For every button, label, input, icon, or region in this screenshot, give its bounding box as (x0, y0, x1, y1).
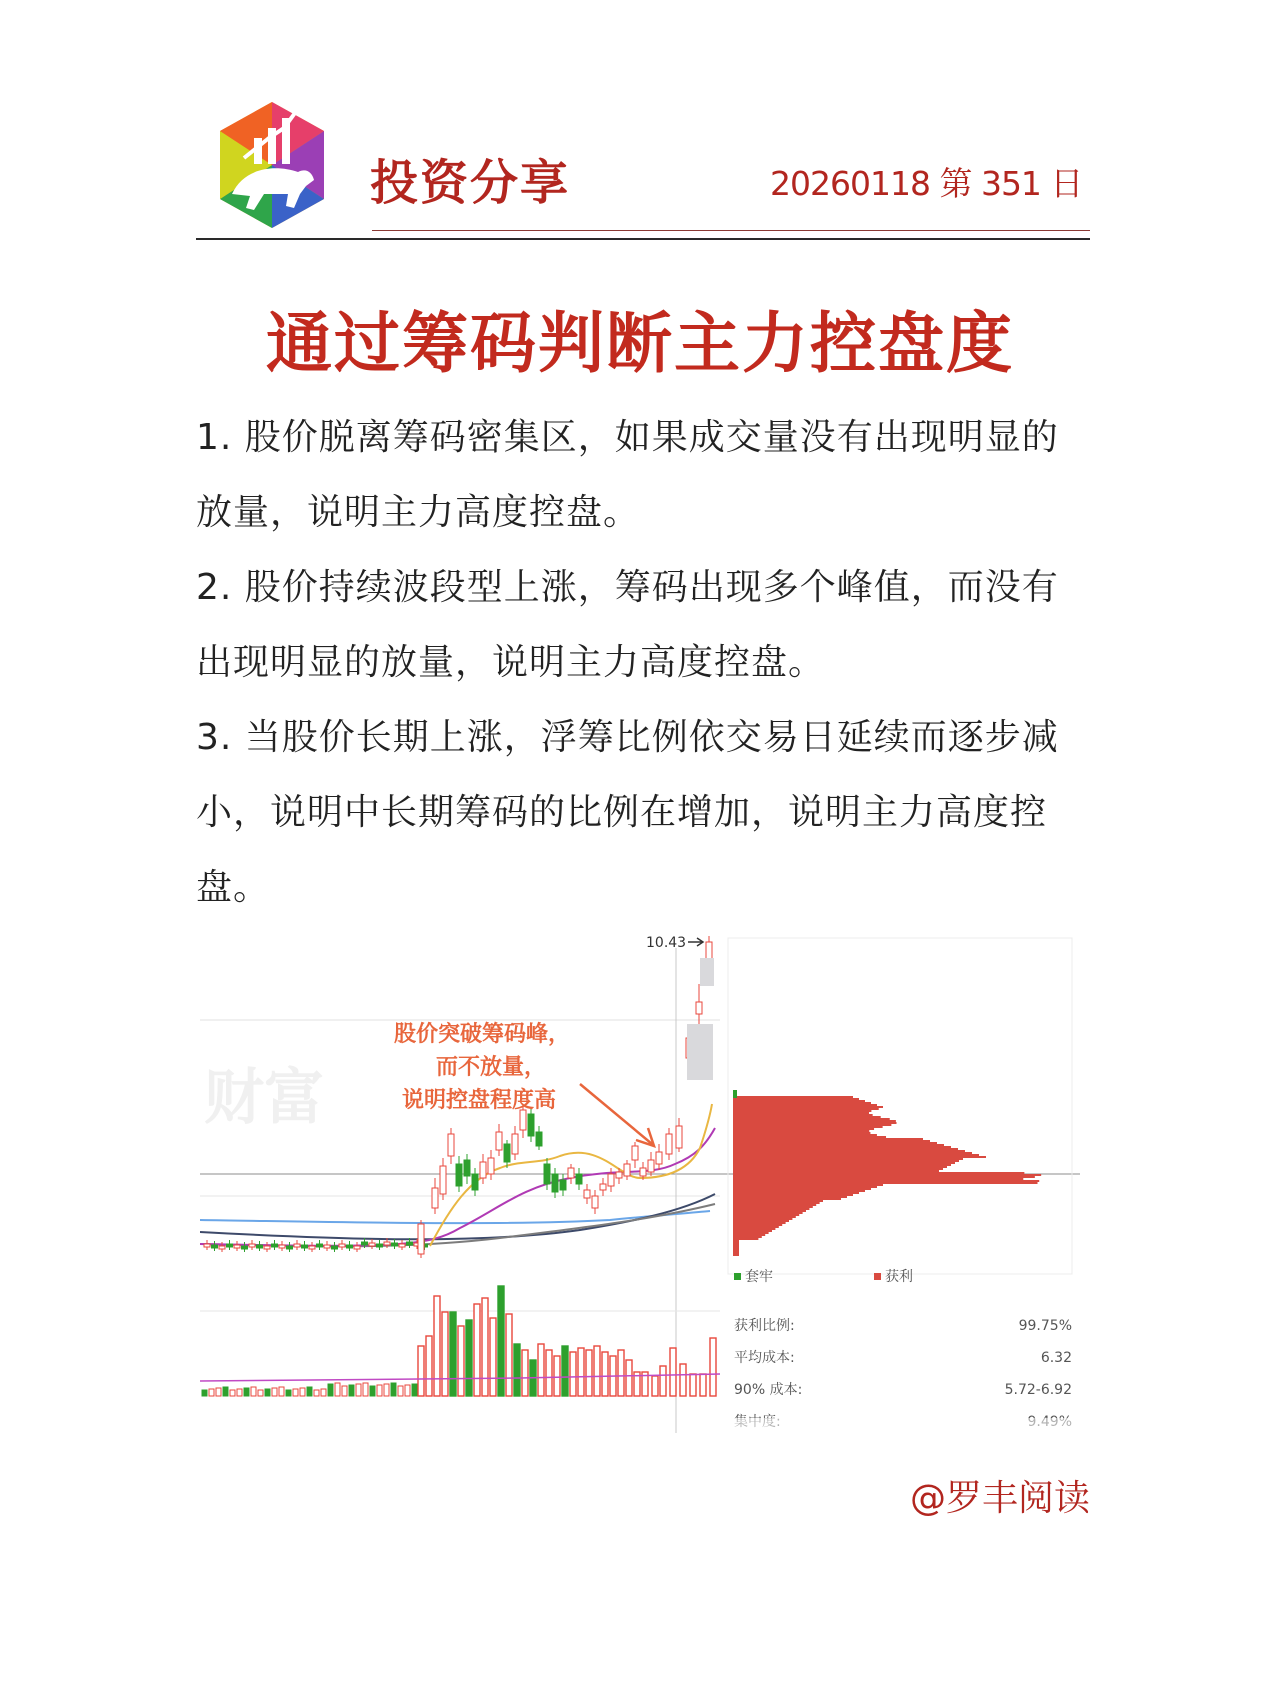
chip-bar (733, 1148, 958, 1150)
volume-bar (450, 1312, 456, 1396)
stat-label-avg-cost: 平均成本: (734, 1350, 795, 1366)
chip-bar (733, 1130, 869, 1132)
candle-body (488, 1158, 494, 1174)
chip-bar (733, 1222, 786, 1224)
volume-bar (578, 1348, 584, 1396)
chip-bar (733, 1242, 739, 1244)
chip-bar (733, 1244, 739, 1246)
volume-bar (230, 1390, 235, 1396)
candle-body (317, 1244, 323, 1247)
chip-bar (733, 1214, 799, 1216)
volume-bar (626, 1360, 632, 1396)
gap-box (687, 1024, 713, 1080)
chip-bar (733, 1142, 937, 1144)
chip-bar (733, 1160, 959, 1162)
volume-bar (490, 1318, 496, 1396)
volume-bar (251, 1387, 256, 1396)
chip-bar (733, 1230, 772, 1232)
candle-body (324, 1245, 330, 1248)
candle-body (464, 1160, 470, 1176)
chip-bar (733, 1192, 859, 1194)
candle-body (257, 1245, 263, 1248)
volume-bar (586, 1350, 592, 1396)
chip-bar (733, 1140, 930, 1142)
candle-body (369, 1243, 375, 1246)
chip-bar (733, 1180, 1039, 1182)
volume-bar (335, 1383, 340, 1396)
candle-body (600, 1184, 606, 1190)
candle-body (676, 1126, 682, 1148)
stat-label-90-cost: 90% 成本: (734, 1382, 803, 1398)
volume-bar (482, 1298, 488, 1396)
candle-body (204, 1244, 210, 1247)
volume-bar (538, 1344, 544, 1396)
candle-body (332, 1246, 338, 1249)
chip-bar (733, 1188, 871, 1190)
chip-bar (733, 1104, 877, 1106)
candle-body (576, 1174, 582, 1184)
volume-bar (244, 1388, 249, 1396)
chip-bar (733, 1156, 986, 1158)
candle-body (480, 1162, 486, 1178)
candle-body (418, 1224, 424, 1254)
price-marker-label: 10.43 (646, 935, 687, 951)
candle-body (249, 1244, 255, 1247)
candle-body (624, 1164, 630, 1176)
volume-bar (216, 1388, 221, 1396)
chip-bar (733, 1198, 841, 1200)
volume-bar (307, 1387, 312, 1396)
chip-bar (733, 1202, 820, 1204)
candle-body (552, 1174, 558, 1192)
candle-body (616, 1172, 622, 1178)
candle-body (272, 1244, 278, 1247)
stat-value-avg-cost: 6.32 (1040, 1350, 1072, 1366)
chip-bar (733, 1250, 739, 1252)
volume-bar (258, 1390, 263, 1396)
paragraph-1: 1. 股价脱离筹码密集区，如果成交量没有出现明显的放量，说明主力高度控盘。 (196, 417, 1059, 533)
legend-trapped-swatch (734, 1273, 741, 1280)
chip-distribution-chart (200, 928, 1080, 1438)
annotation-line-1: 股价突破筹码峰， (394, 1022, 571, 1047)
candle-body (440, 1166, 446, 1194)
volume-bar (594, 1346, 600, 1396)
volume-bar (384, 1384, 389, 1396)
chip-bar (733, 1106, 883, 1108)
annotation-line-2: 而不放量， (436, 1055, 547, 1080)
volume-bar (562, 1346, 568, 1396)
volume-bar (363, 1383, 368, 1396)
chip-bar (733, 1248, 739, 1250)
volume-bar (398, 1386, 403, 1396)
candle-body (347, 1245, 353, 1248)
chip-bar (733, 1246, 739, 1248)
chip-bar (733, 1232, 769, 1234)
chip-bar (733, 1170, 939, 1172)
chip-bar (733, 1158, 963, 1160)
candle-body (584, 1190, 590, 1198)
volume-bar (570, 1352, 576, 1396)
candle-body (234, 1245, 240, 1248)
chip-bar (733, 1152, 972, 1154)
chip-bar (733, 1174, 1041, 1176)
candle-body (696, 1002, 702, 1014)
candle-body (560, 1180, 566, 1190)
chip-bar (733, 1218, 792, 1220)
volume-bar (314, 1390, 319, 1396)
candle-body (302, 1245, 308, 1248)
candle-body (648, 1160, 654, 1172)
volume-bar (202, 1390, 207, 1396)
chip-bar (733, 1196, 847, 1198)
chip-bar (733, 1132, 870, 1134)
volume-bar (466, 1320, 472, 1396)
header-divider (372, 230, 1090, 231)
volume-bar (209, 1389, 214, 1396)
candle-body (279, 1245, 285, 1248)
chip-bar (733, 1118, 890, 1120)
candle-body (399, 1244, 405, 1247)
chip-bar (733, 1162, 955, 1164)
chip-bar (733, 1098, 859, 1100)
chip-bar (733, 1182, 1038, 1184)
volume-bar (680, 1364, 686, 1396)
volume-bar (265, 1389, 270, 1396)
chip-bar (733, 1108, 879, 1110)
paragraph-3: 3. 当股价长期上涨，浮筹比例依交易日延续而逐步减小，说明中长期筹码的比例在增加，说明主力高度控盘。 (196, 717, 1059, 908)
volume-bar (356, 1384, 361, 1396)
chip-bar (733, 1240, 739, 1242)
chip-bar (733, 1172, 1024, 1174)
volume-bar (514, 1344, 520, 1396)
chip-bar (733, 1226, 779, 1228)
volume-bar (418, 1346, 424, 1396)
chip-bar (733, 1190, 865, 1192)
candle-body (544, 1164, 550, 1184)
chip-bar (733, 1176, 1035, 1178)
candle-body (219, 1246, 225, 1249)
brand-name: 投资分享 (370, 155, 571, 211)
chip-bar (733, 1206, 813, 1208)
candle-body (264, 1246, 270, 1249)
volume-bar (293, 1389, 298, 1396)
candle-body (354, 1246, 360, 1249)
chip-bar (733, 1112, 869, 1114)
chip-bar (733, 1126, 883, 1128)
candle-body (472, 1174, 478, 1190)
legend-trapped-label: 套牢 (745, 1269, 773, 1285)
candle-body (656, 1152, 662, 1164)
legend-profit-swatch (874, 1273, 881, 1280)
author-credit: @罗丰阅读 (909, 1478, 1090, 1519)
candle-body (362, 1242, 368, 1245)
stat-value-profit-ratio: 99.75% (1018, 1318, 1072, 1334)
stat-value-90-cost: 5.72-6.92 (1004, 1382, 1072, 1398)
chip-bar (733, 1210, 806, 1212)
chip-bar (733, 1100, 865, 1102)
candle-body (608, 1174, 614, 1186)
candle-body (309, 1246, 315, 1249)
chip-bar (733, 1138, 923, 1140)
chip-bar (733, 1254, 739, 1256)
chip-bar (733, 1122, 897, 1124)
candle-body (448, 1134, 454, 1156)
legend-profit-label: 获利 (885, 1269, 913, 1285)
chip-bar (733, 1128, 874, 1130)
chip-bar (733, 1144, 944, 1146)
paragraph-2: 2. 股价持续波段型上涨，筹码出现多个峰值，而没有出现明显的放量，说明主力高度控盘。 (196, 567, 1059, 683)
volume-bar (442, 1312, 448, 1396)
volume-bar (370, 1386, 375, 1396)
chip-bar (733, 1136, 886, 1138)
chip-bar (733, 1216, 796, 1218)
volume-bar (434, 1296, 440, 1396)
volume-bar (710, 1338, 716, 1396)
chip-bar (733, 1234, 765, 1236)
volume-bar (223, 1387, 228, 1396)
volume-bar (522, 1350, 528, 1396)
candle-body (632, 1146, 638, 1160)
candle-body (528, 1114, 534, 1136)
chart-watermark: 财富 (204, 1063, 324, 1133)
volume-bar (700, 1374, 706, 1396)
chip-bar (733, 1194, 853, 1196)
candle-body (536, 1132, 542, 1146)
chip-bar (733, 1252, 739, 1254)
volume-bar (474, 1304, 480, 1396)
candle-body (227, 1244, 233, 1247)
article-title: 通过筹码判断主力控盘度 (266, 305, 1014, 382)
candle-body (377, 1244, 383, 1247)
chip-bar (733, 1178, 1023, 1180)
issue-date: 20260118 第 351 日 (770, 164, 1083, 203)
volume-bar (618, 1350, 624, 1396)
annotation-line-3: 说明控盘程度高 (402, 1088, 557, 1113)
volume-bar (272, 1388, 277, 1396)
chip-bar (733, 1168, 943, 1170)
volume-bar (349, 1385, 354, 1396)
chip-bar (733, 1166, 947, 1168)
chip-bar (733, 1116, 881, 1118)
candle-body (384, 1242, 390, 1245)
volume-bar (286, 1390, 291, 1396)
volume-bar (506, 1314, 512, 1396)
volume-bar (321, 1389, 326, 1396)
volume-bar (279, 1387, 284, 1396)
chip-bar (733, 1220, 789, 1222)
stat-label-profit-ratio: 获利比例: (734, 1318, 795, 1334)
volume-bar (652, 1376, 658, 1396)
volume-bar (670, 1348, 676, 1396)
candle-body (339, 1244, 345, 1247)
chip-bar (733, 1124, 891, 1126)
chip-bar (733, 1154, 979, 1156)
chip-bar (733, 1238, 758, 1240)
chip-bar (733, 1224, 782, 1226)
candle-body (520, 1110, 526, 1130)
chip-bar (733, 1200, 823, 1202)
candle-body (242, 1246, 248, 1249)
chip-bar (733, 1184, 883, 1186)
chip-bar-trapped (733, 1090, 737, 1098)
candle-body (504, 1144, 510, 1162)
chip-bar (733, 1186, 877, 1188)
candle-body (432, 1188, 438, 1208)
volume-bar (660, 1366, 666, 1396)
candle-body (456, 1164, 462, 1186)
chip-bar (733, 1102, 871, 1104)
chip-bar (733, 1212, 803, 1214)
volume-bar (237, 1389, 242, 1396)
volume-bar (690, 1374, 696, 1396)
volume-bar (498, 1286, 504, 1396)
candle-body (212, 1245, 218, 1248)
chip-bar (733, 1164, 951, 1166)
chip-bar (733, 1134, 877, 1136)
volume-bar (546, 1350, 552, 1396)
chip-bar (733, 1120, 896, 1122)
candle-body (392, 1243, 398, 1246)
gap-box (700, 958, 714, 986)
volume-bar (458, 1326, 464, 1396)
chip-bar (733, 1096, 853, 1098)
chip-bar (733, 1150, 965, 1152)
bull-logo-icon (214, 98, 330, 232)
chip-bar (733, 1114, 873, 1116)
chip-bar (733, 1110, 871, 1112)
chip-bar (733, 1146, 951, 1148)
candle-body (640, 1168, 646, 1176)
chip-bar (733, 1208, 809, 1210)
candle-body (407, 1242, 413, 1245)
candle-body (294, 1244, 300, 1247)
volume-bar (300, 1388, 305, 1396)
chip-bar (733, 1204, 816, 1206)
volume-bar (405, 1385, 410, 1396)
volume-bar (328, 1384, 333, 1396)
volume-bar (377, 1385, 382, 1396)
volume-bar (602, 1352, 608, 1396)
candle-body (496, 1132, 502, 1150)
candle-body (287, 1246, 293, 1249)
volume-bar (554, 1356, 560, 1396)
volume-bar (412, 1384, 417, 1396)
candle-body (512, 1134, 518, 1154)
chip-bar (733, 1236, 762, 1238)
volume-bar (342, 1386, 347, 1396)
candle-body (666, 1134, 672, 1154)
candle-body (568, 1168, 574, 1178)
candle-body (592, 1196, 598, 1208)
chip-bar (733, 1228, 775, 1230)
volume-bar (391, 1383, 396, 1396)
volume-bar (426, 1336, 432, 1396)
article-body (196, 400, 1092, 925)
header-rule (196, 238, 1090, 240)
